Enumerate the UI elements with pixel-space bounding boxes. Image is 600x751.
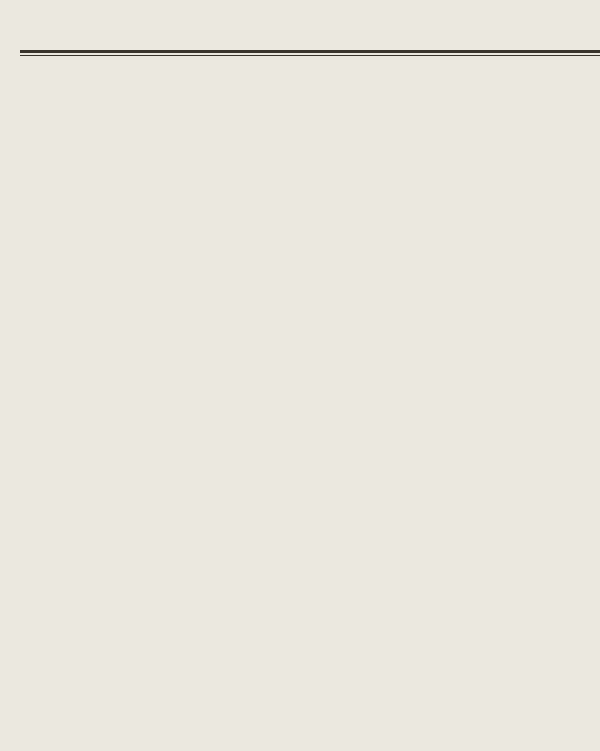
- top-rule: [20, 50, 600, 53]
- top-rule-thin: [20, 55, 600, 56]
